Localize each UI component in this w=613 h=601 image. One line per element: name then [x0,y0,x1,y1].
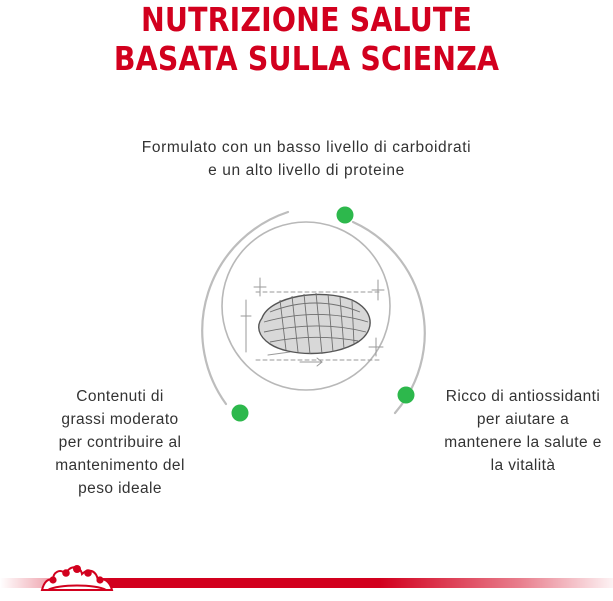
benefit-top-line-1: Formulato con un basso livello di carboidrati [141,139,472,156]
benefit-left-line-4: mantenimento del [55,457,185,474]
benefit-left-line-2: grassi moderato [61,411,179,428]
benefit-left [20,385,220,500]
green-dot-right [398,387,415,404]
headline-line-1: NUTRIZIONE SALUTE [140,0,473,39]
royal-canin-crown-icon [38,562,116,592]
benefit-right [418,385,613,477]
kibble-sketch-icon [259,293,370,354]
benefit-left-line-5: peso ideale [78,480,162,497]
headline-line-2: BASATA SULLA SCIENZA [113,39,500,78]
benefit-top-line-2: e un alto livello di proteine [208,162,405,179]
green-dot-top [337,207,354,224]
benefit-left-line-3: per contribuire al [58,434,182,451]
benefit-right-line-1: Ricco di antiossidanti [445,388,601,405]
benefit-right-line-3: mantenere la salute e [444,434,602,451]
benefit-left-line-1: Contenuti di [76,388,164,405]
green-dot-left [232,405,249,422]
benefit-right-line-4: la vitalità [490,457,556,474]
benefit-right-line-2: per aiutare a [476,411,570,428]
